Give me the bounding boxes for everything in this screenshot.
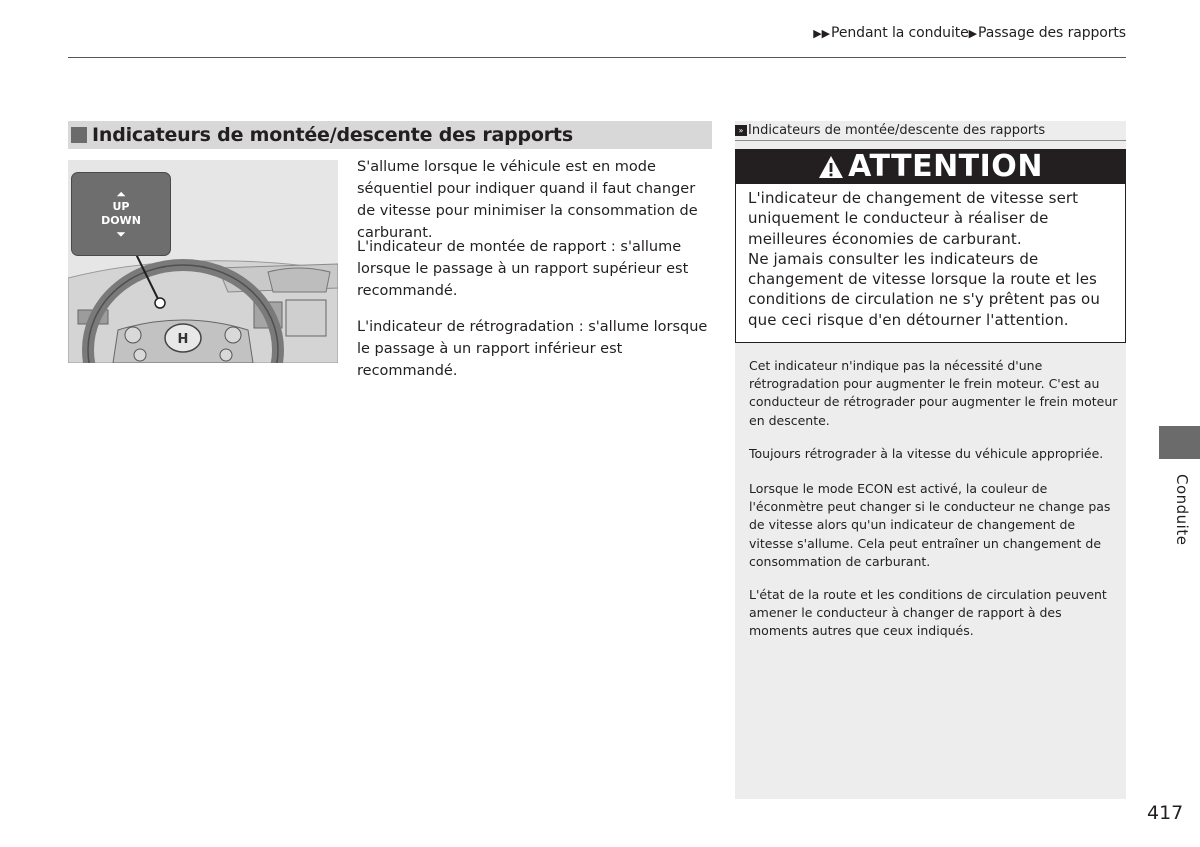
attention-text: L'indicateur de changement de vitesse sert uniquement le conducteur à réaliser de meilleures économies de carburant. Ne jamais consulter les indicateurs de changement de vitesse lorsque la route et les conditions de circulation ne s'y prêtent pas ou que ceci risque d'en détourner l'attention. [748,189,1100,329]
section-heading [68,121,712,149]
sidebar-heading-text: Indicateurs de montée/descente des rapports [748,123,1046,138]
callout-up-label: UP [112,200,130,213]
attention-banner [735,149,1126,184]
page-number: 417 [1147,802,1184,824]
section-title: Indicateurs de montée/descente des rapports [92,124,573,146]
arrow-icon: ▶ [968,27,978,40]
chapter-tab-marker [1159,426,1200,459]
warning-icon [818,155,844,179]
heading-square-icon [71,127,87,143]
shift-down-icon: ⏷ [116,227,126,241]
cross-reference-icon: » [735,125,747,136]
breadcrumb [813,25,1126,41]
sidebar-paragraph: L'état de la route et les conditions de circulation peuvent amener le conducteur à changer de rapport à des moments autres que ceux indiqués. [749,587,1107,639]
double-arrow-icon: ▶▶ [813,27,831,40]
breadcrumb-item-rapports[interactable]: Passage des rapports [978,25,1126,41]
sidebar-heading [735,121,1126,141]
callout-down-label: DOWN [101,214,141,227]
sidebar-paragraph: Toujours rétrograder à la vitesse du véhicule appropriée. [749,446,1104,461]
dashboard-illustration [68,160,338,363]
breadcrumb-item-conduite[interactable]: Pendant la conduite [831,25,969,41]
chapter-tab-label[interactable]: Conduite [1173,474,1191,546]
header-divider [68,57,1126,58]
body-paragraph: S'allume lorsque le véhicule est en mode séquentiel pour indiquer quand il faut changer de vitesse pour minimiser la consommation de carburant. [357,159,698,241]
body-paragraph: L'indicateur de rétrogradation : s'allume lorsque le passage à un rapport inférieur est recommandé. [357,319,708,379]
shift-indicator-callout [71,172,171,256]
sidebar-paragraph: Lorsque le mode ECON est activé, la couleur de l'éconmètre peut changer si le conducteur ne change pas de vitesse alors qu'un indicateur de changement de vitesse s'allume. Cela peut entraîner un changement de consommation de carburant. [749,481,1111,569]
shift-up-icon: ⏶ [116,187,126,201]
svg-text:H: H [177,332,189,347]
attention-label: ATTENTION [848,149,1043,184]
body-paragraph: L'indicateur de montée de rapport : s'allume lorsque le passage à un rapport supérieur est recommandé. [357,239,689,299]
sidebar-paragraph: Cet indicateur n'indique pas la nécessité d'une rétrogradation pour augmenter le frein moteur. C'est au conducteur de rétrograder pour augmenter le frein moteur en descente. [749,358,1118,428]
